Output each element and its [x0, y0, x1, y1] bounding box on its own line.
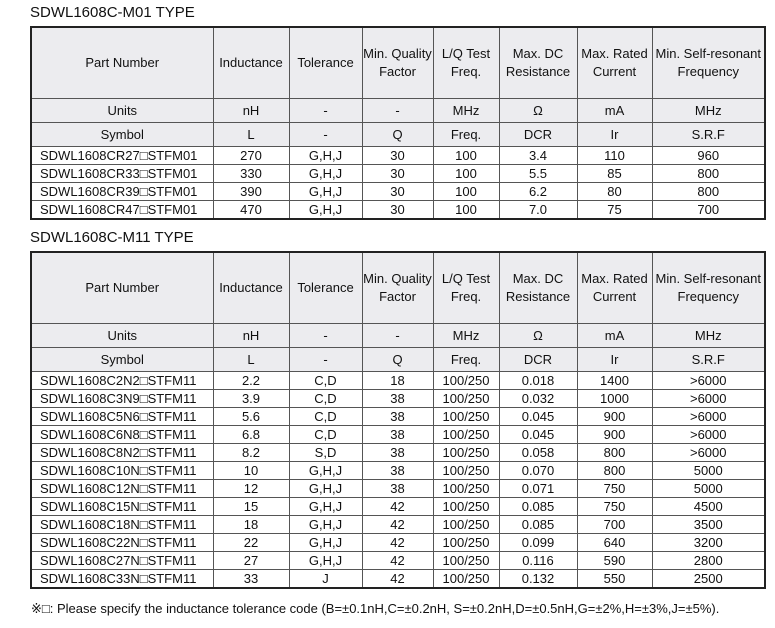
units-row-cell: MHz — [433, 324, 499, 348]
table-cell: 38 — [362, 444, 433, 462]
table-cell: 590 — [577, 552, 652, 570]
tolerance-note: ※□: Please specify the inductance tolerance code (B=±0.1nH,C=±0.2nH, S=±0.2nH,D=±0.5nH,G=±2%,H=±3%,J=±5%). — [31, 601, 720, 616]
table-cell: 4500 — [652, 498, 765, 516]
header-row-cell: Tolerance — [289, 252, 362, 324]
table-cell: J — [289, 570, 362, 589]
units-row-cell: MHz — [652, 324, 765, 348]
units-row-cell: mA — [577, 99, 652, 123]
table-cell: 100 — [433, 165, 499, 183]
table-row — [31, 552, 765, 570]
table-cell: G,H,J — [289, 165, 362, 183]
table-cell: 80 — [577, 183, 652, 201]
table-cell: 0.085 — [499, 498, 577, 516]
table-cell: SDWL1608C27N□STFM11 — [31, 552, 213, 570]
table1 — [30, 26, 766, 220]
table-cell: 8.2 — [213, 444, 289, 462]
symbol-row-cell: S.R.F — [652, 348, 765, 372]
header-row-cell: Max. DC Resistance — [499, 27, 577, 99]
table-cell: SDWL1608CR27□STFM01 — [31, 147, 213, 165]
table-cell: S,D — [289, 444, 362, 462]
table-cell: 750 — [577, 498, 652, 516]
table-cell: 30 — [362, 201, 433, 220]
units-row-cell: - — [362, 99, 433, 123]
table-cell: 100 — [433, 201, 499, 220]
table-row — [31, 498, 765, 516]
table-cell: 100/250 — [433, 390, 499, 408]
table-cell: 85 — [577, 165, 652, 183]
symbol-row-cell: L — [213, 123, 289, 147]
symbol-row-cell: Ir — [577, 348, 652, 372]
table-cell: 33 — [213, 570, 289, 589]
table-cell: 750 — [577, 480, 652, 498]
table-cell: 800 — [652, 183, 765, 201]
symbol-row-cell: Freq. — [433, 123, 499, 147]
symbol-row-cell: - — [289, 348, 362, 372]
table-cell: 5000 — [652, 480, 765, 498]
header-row-cell: Tolerance — [289, 27, 362, 99]
table-cell: 0.085 — [499, 516, 577, 534]
table-cell: 330 — [213, 165, 289, 183]
table-cell: 100 — [433, 183, 499, 201]
units-row-cell: - — [362, 324, 433, 348]
table-row — [31, 516, 765, 534]
table-row — [31, 147, 765, 165]
symbol-row-cell: Symbol — [31, 348, 213, 372]
header-row-cell: Min. Self-resonant Frequency — [652, 252, 765, 324]
header-row-cell: L/Q Test Freq. — [433, 252, 499, 324]
table-cell: 100/250 — [433, 480, 499, 498]
units-row-cell: MHz — [652, 99, 765, 123]
units-row-cell: - — [289, 99, 362, 123]
table-cell: >6000 — [652, 390, 765, 408]
units-row-cell: - — [289, 324, 362, 348]
table-row — [31, 372, 765, 390]
header-row-cell: Part Number — [31, 252, 213, 324]
table-cell: 5000 — [652, 462, 765, 480]
units-row-cell: Ω — [499, 324, 577, 348]
table-cell: SDWL1608C3N9□STFM11 — [31, 390, 213, 408]
units-row-cell: MHz — [433, 99, 499, 123]
header-row — [31, 27, 765, 99]
units-row-cell: mA — [577, 324, 652, 348]
table-cell: 0.132 — [499, 570, 577, 589]
table-cell: 0.071 — [499, 480, 577, 498]
table-row — [31, 444, 765, 462]
table-cell: 100 — [433, 147, 499, 165]
table-row — [31, 462, 765, 480]
table-cell: 700 — [652, 201, 765, 220]
header-row-cell: Inductance — [213, 252, 289, 324]
table-cell: 2.2 — [213, 372, 289, 390]
table-cell: 22 — [213, 534, 289, 552]
table-cell: 800 — [577, 462, 652, 480]
table-cell: 390 — [213, 183, 289, 201]
table-cell: 42 — [362, 498, 433, 516]
symbol-row-cell: DCR — [499, 348, 577, 372]
table-cell: 100/250 — [433, 372, 499, 390]
header-row-cell: Min. Quality Factor — [362, 27, 433, 99]
table-cell: 38 — [362, 462, 433, 480]
table-cell: 100/250 — [433, 498, 499, 516]
symbol-row-cell: - — [289, 123, 362, 147]
table-cell: >6000 — [652, 426, 765, 444]
table-cell: 7.0 — [499, 201, 577, 220]
table-cell: 700 — [577, 516, 652, 534]
table1-title: SDWL1608C-M01 TYPE — [30, 4, 195, 21]
header-row-cell: Part Number — [31, 27, 213, 99]
table-row — [31, 183, 765, 201]
symbol-row — [31, 348, 765, 372]
table-cell: SDWL1608C6N8□STFM11 — [31, 426, 213, 444]
units-row-cell: nH — [213, 324, 289, 348]
table-cell: SDWL1608C5N6□STFM11 — [31, 408, 213, 426]
units-row-cell: nH — [213, 99, 289, 123]
table-row — [31, 408, 765, 426]
table-cell: 960 — [652, 147, 765, 165]
table-cell: 6.8 — [213, 426, 289, 444]
table-row — [31, 480, 765, 498]
header-row-cell: Min. Quality Factor — [362, 252, 433, 324]
header-row-cell: Max. DC Resistance — [499, 252, 577, 324]
table-cell: 38 — [362, 480, 433, 498]
table-cell: SDWL1608CR47□STFM01 — [31, 201, 213, 220]
table-cell: SDWL1608C8N2□STFM11 — [31, 444, 213, 462]
table-cell: 900 — [577, 426, 652, 444]
table-cell: SDWL1608C12N□STFM11 — [31, 480, 213, 498]
table-cell: 110 — [577, 147, 652, 165]
table-cell: 12 — [213, 480, 289, 498]
table-cell: SDWL1608C18N□STFM11 — [31, 516, 213, 534]
table-cell: 0.116 — [499, 552, 577, 570]
table-cell: 100/250 — [433, 516, 499, 534]
table-cell: 0.045 — [499, 408, 577, 426]
table2-title: SDWL1608C-M11 TYPE — [30, 229, 194, 246]
units-row — [31, 324, 765, 348]
table-cell: 270 — [213, 147, 289, 165]
table-cell: 0.070 — [499, 462, 577, 480]
table-cell: 0.058 — [499, 444, 577, 462]
table-cell: 100/250 — [433, 444, 499, 462]
table-cell: 100/250 — [433, 408, 499, 426]
header-row-cell: Inductance — [213, 27, 289, 99]
units-row — [31, 99, 765, 123]
symbol-row-cell: S.R.F — [652, 123, 765, 147]
table-cell: 900 — [577, 408, 652, 426]
table-cell: 640 — [577, 534, 652, 552]
table-cell: 38 — [362, 426, 433, 444]
symbol-row-cell: Freq. — [433, 348, 499, 372]
header-row-cell: Max. Rated Current — [577, 27, 652, 99]
table-cell: 3.4 — [499, 147, 577, 165]
table-cell: SDWL1608C10N□STFM11 — [31, 462, 213, 480]
symbol-row-cell: Q — [362, 348, 433, 372]
table-row — [31, 534, 765, 552]
table-cell: 5.5 — [499, 165, 577, 183]
table-cell: 3.9 — [213, 390, 289, 408]
table-cell: 3500 — [652, 516, 765, 534]
header-row-cell: Max. Rated Current — [577, 252, 652, 324]
table-cell: 6.2 — [499, 183, 577, 201]
table-cell: >6000 — [652, 444, 765, 462]
table-cell: G,H,J — [289, 183, 362, 201]
table-cell: C,D — [289, 408, 362, 426]
table-cell: 18 — [362, 372, 433, 390]
table-cell: 550 — [577, 570, 652, 589]
table-cell: SDWL1608C33N□STFM11 — [31, 570, 213, 589]
table-cell: 38 — [362, 408, 433, 426]
table-row — [31, 426, 765, 444]
table-cell: 800 — [577, 444, 652, 462]
table-cell: 10 — [213, 462, 289, 480]
symbol-row-cell: L — [213, 348, 289, 372]
table-cell: G,H,J — [289, 462, 362, 480]
table-cell: 15 — [213, 498, 289, 516]
symbol-row-cell: Q — [362, 123, 433, 147]
table-cell: 100/250 — [433, 570, 499, 589]
table-cell: G,H,J — [289, 147, 362, 165]
table-cell: SDWL1608CR39□STFM01 — [31, 183, 213, 201]
table-cell: 100/250 — [433, 552, 499, 570]
table-cell: 42 — [362, 516, 433, 534]
header-row — [31, 252, 765, 324]
table-cell: C,D — [289, 390, 362, 408]
table-cell: 42 — [362, 534, 433, 552]
table-cell: >6000 — [652, 408, 765, 426]
table-cell: 38 — [362, 390, 433, 408]
table-cell: 2800 — [652, 552, 765, 570]
table2 — [30, 251, 766, 589]
table-cell: G,H,J — [289, 516, 362, 534]
header-row-cell: L/Q Test Freq. — [433, 27, 499, 99]
table-cell: 0.099 — [499, 534, 577, 552]
table-cell: 18 — [213, 516, 289, 534]
table-cell: C,D — [289, 372, 362, 390]
table-cell: G,H,J — [289, 552, 362, 570]
table-cell: 27 — [213, 552, 289, 570]
table-cell: 100/250 — [433, 462, 499, 480]
units-row-cell: Units — [31, 99, 213, 123]
table-cell: SDWL1608CR33□STFM01 — [31, 165, 213, 183]
table-cell: SDWL1608C2N2□STFM11 — [31, 372, 213, 390]
table-cell: 470 — [213, 201, 289, 220]
table-cell: SDWL1608C22N□STFM11 — [31, 534, 213, 552]
table-cell: 30 — [362, 183, 433, 201]
table-cell: 30 — [362, 165, 433, 183]
symbol-row-cell: Ir — [577, 123, 652, 147]
symbol-row-cell: DCR — [499, 123, 577, 147]
table-cell: 100/250 — [433, 534, 499, 552]
table-cell: G,H,J — [289, 534, 362, 552]
table-cell: 1000 — [577, 390, 652, 408]
table-cell: G,H,J — [289, 498, 362, 516]
table-cell: 42 — [362, 552, 433, 570]
table-cell: C,D — [289, 426, 362, 444]
symbol-row-cell: Symbol — [31, 123, 213, 147]
header-row-cell: Min. Self-resonant Frequency — [652, 27, 765, 99]
table-cell: G,H,J — [289, 480, 362, 498]
table-cell: 3200 — [652, 534, 765, 552]
table-row — [31, 390, 765, 408]
units-row-cell: Units — [31, 324, 213, 348]
table-cell: 75 — [577, 201, 652, 220]
table-cell: >6000 — [652, 372, 765, 390]
table-row — [31, 201, 765, 220]
table-cell: 0.045 — [499, 426, 577, 444]
units-row-cell: Ω — [499, 99, 577, 123]
table-cell: 30 — [362, 147, 433, 165]
table-cell: 800 — [652, 165, 765, 183]
table-cell: 1400 — [577, 372, 652, 390]
table-row — [31, 570, 765, 589]
table-cell: 2500 — [652, 570, 765, 589]
table-row — [31, 165, 765, 183]
table-cell: SDWL1608C15N□STFM11 — [31, 498, 213, 516]
table-cell: 100/250 — [433, 426, 499, 444]
symbol-row — [31, 123, 765, 147]
table-cell: 0.032 — [499, 390, 577, 408]
table-cell: G,H,J — [289, 201, 362, 220]
table-cell: 0.018 — [499, 372, 577, 390]
table-cell: 42 — [362, 570, 433, 589]
table-cell: 5.6 — [213, 408, 289, 426]
